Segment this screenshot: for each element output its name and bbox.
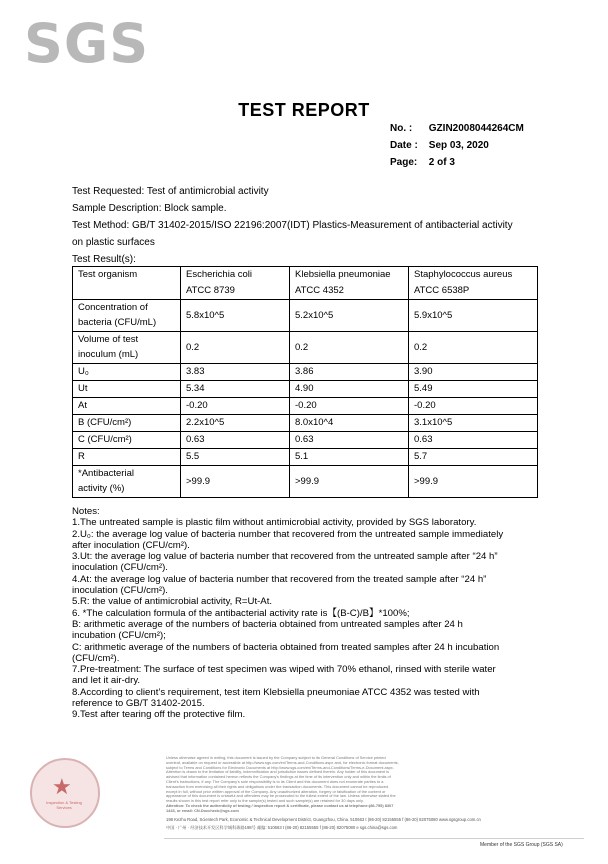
notes-section — [72, 506, 503, 721]
report-number-value: GZIN2008044264CM — [428, 123, 524, 134]
row-label-line-1: *Antibacterial — [78, 468, 134, 479]
note-line: and let it air-dry. — [72, 675, 141, 687]
row-value-klebsiella: -0.20 — [290, 398, 409, 415]
header-ecoli-strain: ATCC 8739 — [186, 285, 235, 296]
test-method-line-2: on plastic surfaces — [72, 237, 155, 248]
header-cell-organism — [73, 267, 181, 300]
report-number — [390, 123, 524, 135]
header-cell-ecoli — [181, 267, 290, 300]
report-number-key: No. : — [390, 123, 413, 134]
table-row — [73, 449, 538, 466]
seal-text: Inspection & Testing Services — [46, 800, 82, 810]
report-page-key: Page: — [390, 157, 418, 168]
row-value-klebsiella: 5.2x10^5 — [290, 300, 409, 332]
disclaimer-line: Attention is drawn to the limitation of liability, indemnification and jurisdiction issues defined therein. Any holder of this document is — [166, 769, 390, 775]
note-line: inoculation (CFU/cm²). — [72, 585, 168, 597]
report-date-key: Date : — [390, 140, 418, 151]
row-value-klebsiella: 3.86 — [290, 364, 409, 381]
header-ecoli-name: Escherichia coli — [186, 269, 252, 280]
table-row — [73, 381, 538, 398]
row-value-ecoli: -0.20 — [181, 398, 290, 415]
row-value-staph: -0.20 — [409, 398, 538, 415]
table-header-row — [73, 267, 538, 300]
row-value-ecoli: 0.2 — [181, 332, 290, 364]
disclaimer-line: 1443, or email: CN.Doccheck@sgs.com — [166, 807, 239, 813]
disclaimer-line: advised that information contained hereon reflects the Company's findings at the time of its intervention only and within the limits of — [166, 774, 391, 780]
row-label-line-1: Volume of test — [78, 334, 139, 345]
note-line: inoculation (CFU/cm²). — [72, 562, 168, 574]
report-date — [390, 140, 489, 152]
note-line: 7.Pre-treatment: The surface of test specimen was wiped with 70% ethanol, rinsed with sterile water — [72, 664, 496, 676]
disclaimer-line: transaction from exercising all their rights and obligations under the transaction documents. This document cannot be reproduced — [166, 783, 389, 789]
disclaimer-line: results shown in this test report refer only to the sample(s) tested and such sample(s) are retained for 30 days only. — [166, 798, 364, 804]
footer-disclaimer — [166, 756, 399, 814]
note-line: 3.Ut: the average log value of bacteria number that recovered from the untreated sample after “24 h” — [72, 551, 498, 563]
notes-title: Notes: — [72, 506, 100, 517]
row-label: At — [73, 398, 181, 415]
row-label-line-2: activity (%) — [78, 483, 125, 494]
disclaimer-line: Client's instructions, if any. The Company's sole responsibility is to its Client and this document does not exonerate parties to a — [166, 778, 384, 784]
header-staph-strain: ATCC 6538P — [414, 285, 470, 296]
note-line: C: arithmetic average of the numbers of bacteria obtained from treated samples after 24 h incubation — [72, 641, 500, 653]
table-row — [73, 364, 538, 381]
test-method-line-1: Test Method: GB/T 31402-2015/ISO 22196:2007(IDT) Plastics-Measurement of antibacterial activity — [72, 220, 513, 231]
test-requested: Test Requested: Test of antimicrobial activity — [72, 186, 269, 197]
row-value-staph: 0.2 — [409, 332, 538, 364]
note-line: 8.According to client’s requirement, test item Klebsiella pneumoniae ATCC 4352 was tested with — [72, 686, 480, 698]
report-page-value: 2 of 3 — [428, 157, 455, 168]
header-klebsiella-strain: ATCC 4352 — [295, 285, 344, 296]
row-value-staph: 5.49 — [409, 381, 538, 398]
row-value-ecoli: 5.8x10^5 — [181, 300, 290, 332]
table-row — [73, 432, 538, 449]
table-row — [73, 415, 538, 432]
row-label: U₀ — [73, 364, 181, 381]
disclaimer-line: Unless otherwise agreed in writing, this document is issued by the Company subject to its General Conditions of Service printed — [166, 755, 386, 760]
note-line: after inoculation (CFU/cm²). — [72, 539, 190, 551]
note-line: reference to GB/T 31402-2015. — [72, 698, 205, 710]
header-staph-name: Staphylococcus aureus — [414, 269, 513, 280]
row-value-klebsiella: 0.63 — [290, 432, 409, 449]
row-value-klebsiella: 5.1 — [290, 449, 409, 466]
note-line: incubation (CFU/cm²); — [72, 630, 166, 642]
note-line: 9.Test after tearing off the protective film. — [72, 709, 246, 721]
disclaimer-line: except in full, without prior written approval of the Company. Any unauthorized alteration, forgery or falsification of the content or — [166, 788, 386, 794]
disclaimer-line: appearance of this document is unlawful and offenders may be prosecuted to the fullest extent of the law. Unless otherwise stated the — [166, 793, 396, 799]
row-value-staph: 3.1x10^5 — [409, 415, 538, 432]
header-klebsiella-name: Klebsiella pneumoniae — [295, 269, 391, 280]
footer-member: Member of the SGS Group (SGS SA) — [480, 842, 563, 848]
report-date-value: Sep 03, 2020 — [428, 140, 489, 151]
row-value-ecoli: 0.63 — [181, 432, 290, 449]
note-line: 5.R: the value of antimicrobial activity, R=Ut-At. — [72, 596, 273, 608]
row-value-ecoli: 5.34 — [181, 381, 290, 398]
disclaimer-line: subject to Terms and Conditions for Electronic Documents at http://www.sgs.com/en/Terms-and-Conditions/Terms-e-Document.aspx. — [166, 764, 394, 770]
results-table — [72, 266, 538, 498]
footer-address-cn: 中国 · 广州 · 经济技术开发区科学城科珠路198号 邮编: 510663 t (86-20) 82155555 f (86-20) 82075080 e sgs.china@sgs.com — [166, 825, 398, 830]
row-label — [73, 332, 181, 364]
footer-address-en: 198 Kezhu Road, Scientech Park, Economic & Technical Development District, Guangzhou, China. 510663 t (86-20) 82155555 f (86-20) 82075080 www.sgsgroup.com.cn — [166, 817, 481, 822]
footer-divider — [164, 838, 584, 839]
table-row — [73, 466, 538, 498]
row-value-staph: 0.63 — [409, 432, 538, 449]
row-value-klebsiella: >99.9 — [290, 466, 409, 498]
row-value-klebsiella: 4.90 — [290, 381, 409, 398]
row-value-ecoli: 3.83 — [181, 364, 290, 381]
star-icon: ★ — [52, 774, 72, 799]
row-label: C (CFU/cm²) — [73, 432, 181, 449]
row-label — [73, 466, 181, 498]
header-cell-klebsiella — [290, 267, 409, 300]
row-label-line-2: inoculum (mL) — [78, 349, 139, 360]
row-value-staph: 5.7 — [409, 449, 538, 466]
row-value-staph: 3.90 — [409, 364, 538, 381]
table-row — [73, 332, 538, 364]
report-title: TEST REPORT — [238, 100, 370, 120]
row-label — [73, 300, 181, 332]
row-label-line-1: Concentration of — [78, 302, 148, 313]
disclaimer-line: overleaf, available on request or accessible at http://www.sgs.com/en/Terms-and-Conditions.aspx and, for electronic format documents, — [166, 759, 399, 765]
header-cell-staph — [409, 267, 538, 300]
sgs-logo: SGS — [24, 12, 150, 75]
test-results-label: Test Result(s): — [72, 254, 136, 265]
note-line: B: arithmetic average of the numbers of bacteria obtained from untreated samples after 24 h — [72, 618, 463, 630]
row-label: R — [73, 449, 181, 466]
header-organism-label: Test organism — [78, 269, 138, 280]
note-line: 1.The untreated sample is plastic film without antimicrobial activity, provided by SGS laboratory. — [72, 517, 477, 529]
disclaimer-line: Attention: To check the authenticity of testing / inspection report & certificate, please contact us at telephone:(86-755) 8307 — [166, 802, 394, 808]
row-value-ecoli: 2.2x10^5 — [181, 415, 290, 432]
row-value-klebsiella: 8.0x10^4 — [290, 415, 409, 432]
row-value-ecoli: 5.5 — [181, 449, 290, 466]
note-line: 2.U₀: the average log value of bacteria number that recovered from the untreated sample immediately — [72, 528, 504, 540]
row-value-klebsiella: 0.2 — [290, 332, 409, 364]
sample-description: Sample Description: Block sample. — [72, 203, 227, 214]
note-line: 6. *The calculation formula of the antibacterial activity rate is【(B-C)/B】*100%; — [72, 607, 410, 619]
row-value-staph: 5.9x10^5 — [409, 300, 538, 332]
table-row — [73, 300, 538, 332]
row-label-line-2: bacteria (CFU/mL) — [78, 317, 157, 328]
row-value-ecoli: >99.9 — [181, 466, 290, 498]
note-line: 4.At: the average log value of bacteria number that recovered from the treated sample after “24 h” — [72, 573, 487, 585]
row-label: Ut — [73, 381, 181, 398]
table-row — [73, 398, 538, 415]
report-page — [390, 157, 455, 169]
row-value-staph: >99.9 — [409, 466, 538, 498]
note-line: (CFU/cm²). — [72, 652, 120, 664]
row-label: B (CFU/cm²) — [73, 415, 181, 432]
